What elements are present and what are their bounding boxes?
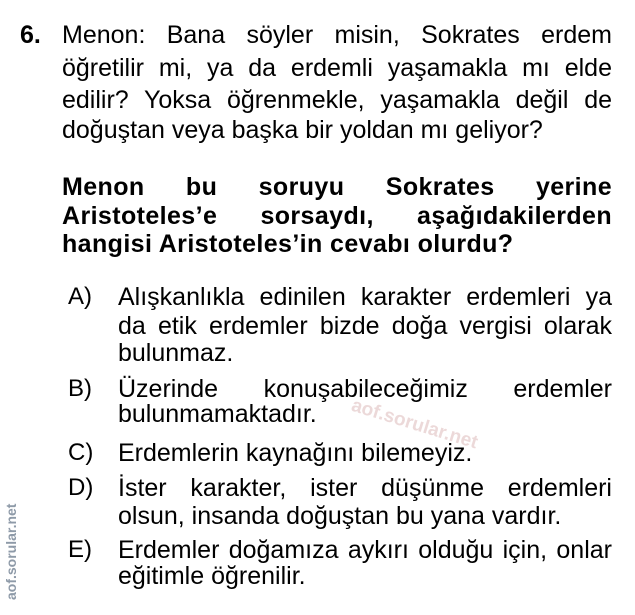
watermark-vertical: aof.sorular.net — [3, 503, 19, 600]
option-text-line: Alışkanlıkla edinilen karakter erdemleri ya — [118, 283, 612, 311]
option-text-line: da etik erdemler bizde doğa vergisi olarak — [118, 312, 612, 340]
option-text-line: İster karakter, ister düşünme erdemleri — [118, 474, 612, 502]
option-text-line: bulunmamaktadır. — [118, 400, 317, 428]
option-label: E) — [68, 536, 92, 563]
option-label: A) — [68, 283, 92, 310]
option-text-line: Erdemler doğamıza aykırı olduğu için, onlar — [118, 536, 612, 564]
option-text-line: Erdemlerin kaynağını bilemeyiz. — [118, 439, 473, 467]
option-text-line: olsun, insanda doğuştan bu yana vardır. — [118, 502, 562, 530]
question-number: 6. — [20, 21, 41, 49]
question-prompt-line: hangisi Aristoteles’in cevabı olurdu? — [62, 230, 514, 258]
question-stem-line: öğretilir mi, ya da erdemli yaşamakla mı elde — [62, 54, 612, 82]
option-label: B) — [68, 375, 92, 402]
option-label: C) — [68, 439, 94, 466]
question-prompt-line: Aristoteles’e sorsaydı, aşağıdakilerden — [62, 202, 612, 230]
option-text-line: bulunmaz. — [118, 339, 234, 367]
question-prompt-line: Menon bu soruyu Sokrates yerine — [62, 173, 612, 201]
watermark-diagonal: aof.sorular.net — [348, 395, 481, 454]
question-stem-line: Menon: Bana söyler misin, Sokrates erdem — [62, 21, 612, 49]
option-text-line: eğitimle öğrenilir. — [118, 562, 306, 590]
option-label: D) — [68, 474, 94, 501]
question-stem-line: edilir? Yoksa öğrenmekle, yaşamakla değil de — [62, 86, 612, 114]
option-text-line: Üzerinde konuşabileceğimiz erdemler — [118, 375, 612, 403]
question-stem-line: doğuştan veya başka bir yoldan mı geliyor? — [62, 116, 543, 144]
